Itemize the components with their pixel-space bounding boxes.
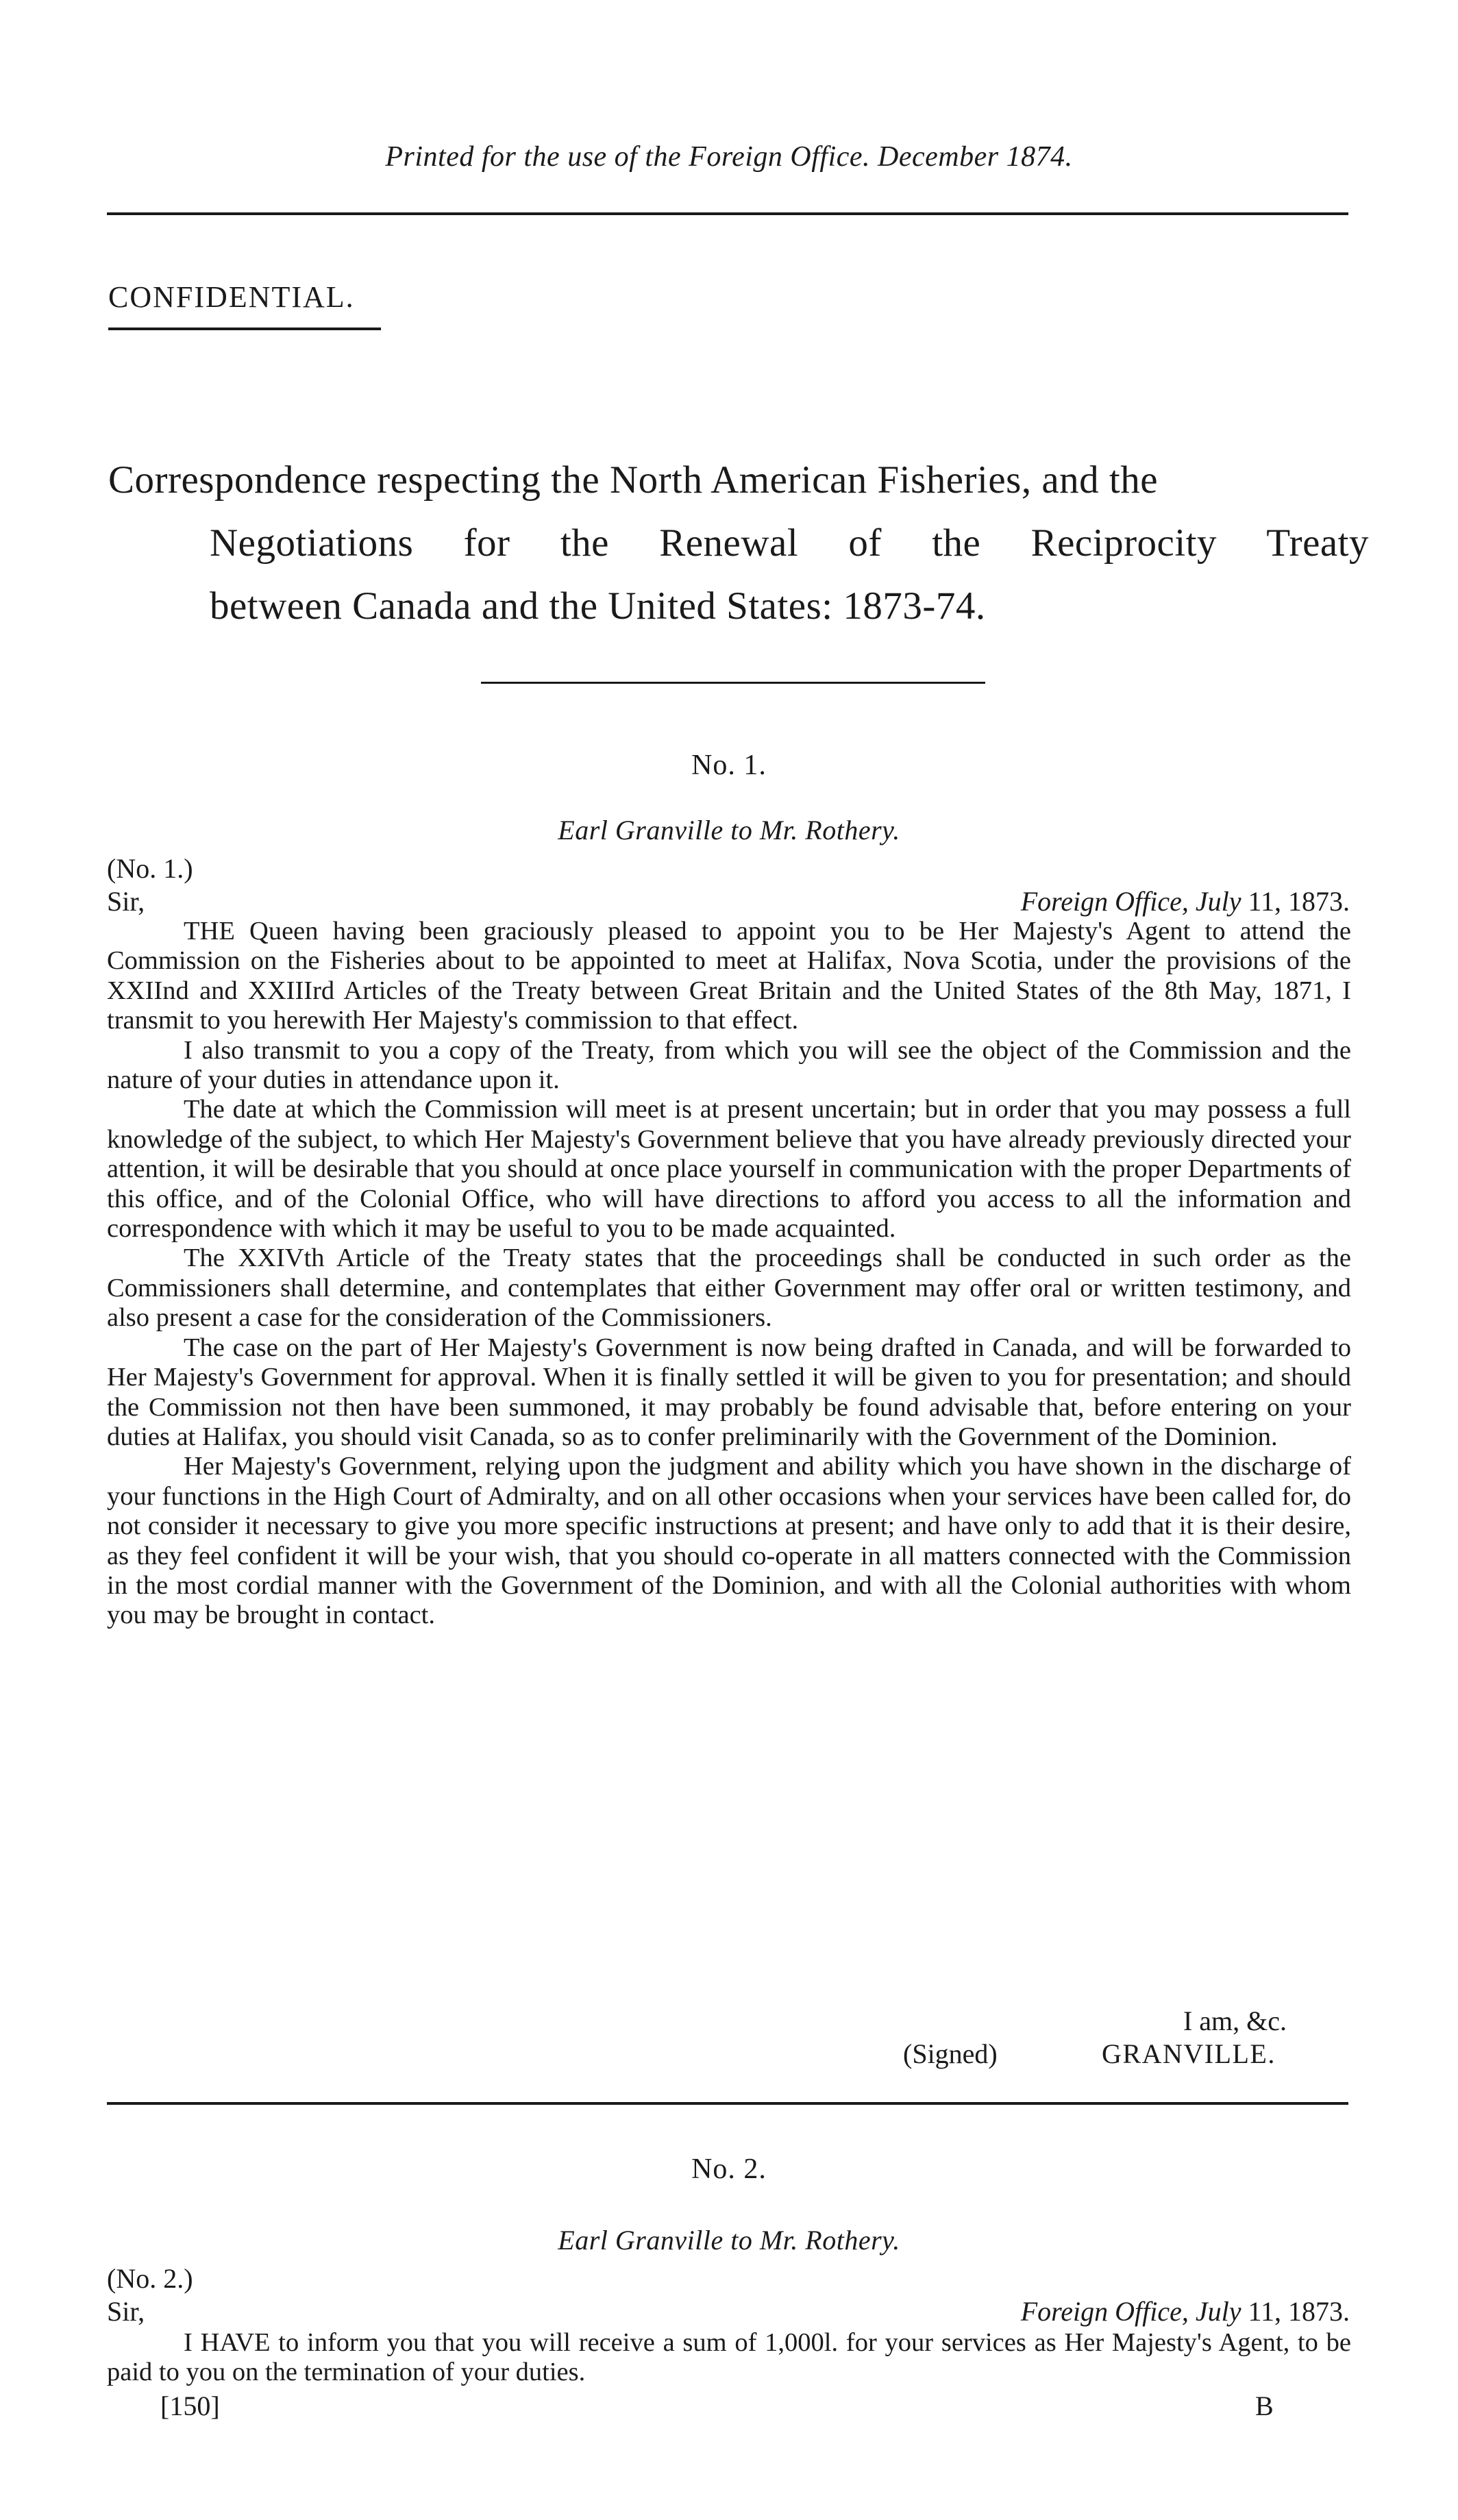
document-heading: Earl Granville to Mr. Rothery. [558,815,900,845]
salutation: Sir, [107,886,145,917]
title-rule [481,682,985,684]
signature-mark: B [1255,2391,1274,2421]
header-rule [107,212,1348,215]
section-rule [107,2102,1348,2105]
letter-body [107,2328,1351,2388]
paragraph: The date at which the Commission will meet is at present uncertain; but in order that you may possess a full knowledge of the subject, to which Her Majesty's Government believe that you have already previously directed your attention, it will be desirable that you should at once place yourself in communication with the proper Departments of this office, and of the Colonial Office, who will have directions to afford you access to all the information and correspondence with which it may be useful to you to be made acquainted. [107,1095,1351,1244]
letter-body [107,917,1351,1631]
title-line-2: Negotiations for the Renewal of the Reciprocity Treaty [210,521,1369,565]
dateline [1021,2295,1350,2327]
document-number: No. 1. [691,750,767,781]
dateline-date: 11, 1873. [1248,2296,1350,2327]
title-line-1: Correspondence respecting the North American Fisheries, and the [108,458,1159,502]
paragraph: The XXIVth Article of the Treaty states that the proceedings shall be conducted in such order as the Commissioners shall determine, and contemplates that either Government may offer oral or written testimony, and also present a case for the consideration of the Commissioners. [107,1244,1351,1333]
document-heading: Earl Granville to Mr. Rothery. [558,2225,900,2256]
paragraph: I HAVE to inform you that you will receive a sum of 1,000l. for your services as Her Majesty's Agent, to be paid to you on the termination of your duties. [107,2328,1351,2387]
classification-underline [108,328,381,330]
printed-for-line: Printed for the use of the Foreign Office. December 1874. [385,141,1073,173]
document-number: No. 2. [691,2153,767,2185]
classification-label: CONFIDENTIAL. [108,280,355,314]
document-title [108,449,1369,638]
title-line-3: between Canada and the United States: 1873-74. [210,584,986,628]
sheet-number: [150] [160,2391,220,2421]
paragraph: The case on the part of Her Majesty's Government is now being drafted in Canada, and will be forwarded to Her Majesty's Government for approval. When it is finally settled it will be given to you for presentation; and should the Commission not then have been summoned, it may probably be found advisable that, before entering on your duties at Halifax, you should visit Canada, so as to confer preliminarily with the Government of the Dominion. [107,1333,1351,1451]
paragraph: THE Queen having been graciously pleased to appoint you to be Her Majesty's Agent to attend the Commission on the Fisheries about to be appointed to meet at Halifax, Nova Scotia, under the provisions of the XXIInd and XXIIIrd Articles of the Treaty between Great Britain and the United States of the 8th May, 1871, I transmit to you herewith Her Majesty's commission to that effect. [107,917,1351,1035]
paragraph: Her Majesty's Government, relying upon the judgment and ability which you have shown in the discharge of your functions in the High Court of Admiralty, and on all other occasions when your services have been called for, do not consider it necessary to give you more specific instructions at present; and have only to add that it is their desire, as they feel confident it will be your wish, that you should co-operate in all matters connected with the Commission in the most cordial manner with the Government of the Dominion, and with all the Colonial authorities with whom you may be brought in contact. [107,1452,1351,1630]
salutation: Sir, [107,2296,145,2327]
dateline [1021,885,1350,917]
reference-number: (No. 2.) [107,2263,193,2294]
closing: I am, &c. [1183,2005,1287,2036]
dateline-date: 11, 1873. [1248,886,1350,917]
dateline-place: Foreign Office, July [1020,886,1241,917]
signed-label: (Signed) [903,2038,998,2069]
dateline-place: Foreign Office, July [1020,2296,1241,2327]
signature: GRANVILLE. [1102,2038,1276,2069]
paragraph: I also transmit to you a copy of the Treaty, from which you will see the object of the Commission and the nature of your duties in attendance upon it. [107,1035,1351,1095]
reference-number: (No. 1.) [107,853,193,884]
